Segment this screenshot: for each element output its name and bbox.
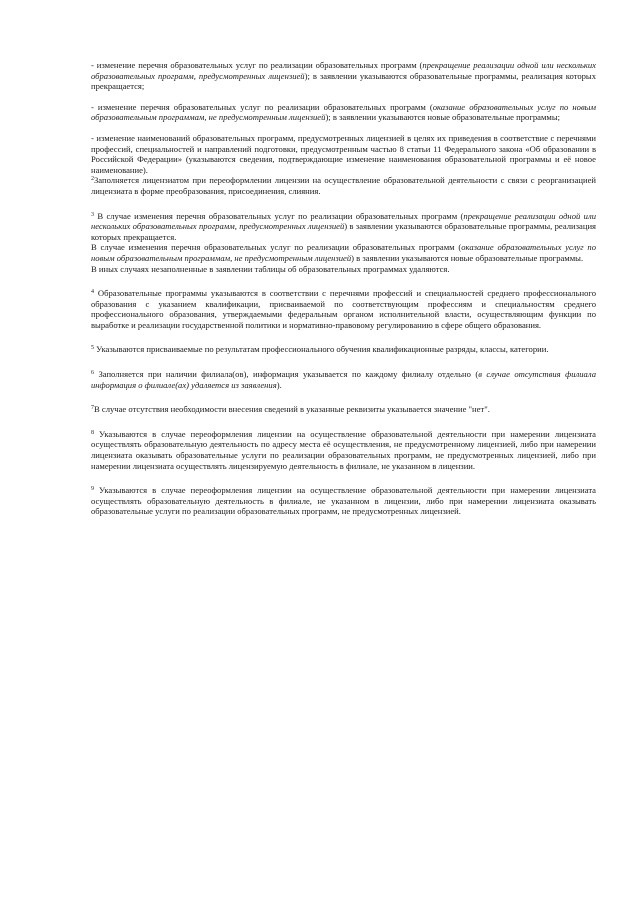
footnote-7 <box>91 404 596 415</box>
footnote-4 <box>91 288 596 330</box>
note1-item2-text: - изменение перечня образовательных услуг по реализации образовательных программ ( <box>91 101 433 112</box>
footnote-5-marker: 5 <box>91 345 94 352</box>
footnote-6 <box>91 369 596 390</box>
note1-item1 <box>91 60 596 92</box>
footnote-5-text: Указываются присваиваемые по результатам профессионального обучения квалификационные разряды, классы, категории. <box>94 344 549 355</box>
footnote-3-marker: 3 <box>91 211 94 218</box>
footnote-3-p2-end: ) в заявлении указываются новые образовательные программы. <box>351 252 584 263</box>
note1-item1-text: - изменение перечня образовательных услуг по реализации образовательных программ ( <box>91 60 423 70</box>
footnote-7-marker: 7 <box>91 405 94 412</box>
note1-item2-italic: оказание образовательных услуг по новым образовательным программам, не предусмотренным лицензией <box>91 101 596 123</box>
footnote-4-marker: 4 <box>91 289 94 296</box>
footnote-2 <box>91 175 596 196</box>
note1-item1-italic: прекращение реализации одной или нескольких образовательных программ, предусмотренных лицензией <box>91 60 596 81</box>
footnote-3-p1-text: В случае изменения перечня образовательных услуг по реализации образовательных программ ( <box>94 210 464 221</box>
footnote-3-p3: В иных случаях незаполненные в заявлении таблицы об образовательных программах удаляются. <box>91 263 450 274</box>
footnote-4-text: Образовательные программы указываются в соответствии с перечнями профессий и специальностей среднего профессионального образования с указанием квалификации, присваиваемой по соответствующим профессиям и специальностям среднего профессионального образования, утверждаемыми федеральным органом исполнительной власти, осуществляющим функции по выработке и реализации государственной политики и нормативно-правовому регулированию в сфере общего образования. <box>91 288 596 330</box>
footnote-3-p2 <box>91 242 596 263</box>
note1-item2-end: ); в заявлении указываются новые образовательные программы; <box>325 112 560 123</box>
footnote-3-p1-end: ) в заявлении указываются образовательные программы, реализация которых прекращается. <box>91 221 596 242</box>
footnote-2-marker: 2 <box>91 176 94 183</box>
footnote-3-p2-italic: оказание образовательных услуг по новым образовательным программам, не предусмотренным лицензией <box>91 242 597 263</box>
footnote-8-marker: 8 <box>91 429 94 436</box>
footnote-8 <box>91 429 596 471</box>
note1-item3: - изменение наименований образовательных программ, предусмотренных лицензией в целях их приведения в соответствие с перечнями профессий, специальностей и направлений подготовки, предусмотренным частью 8 статьи 11 Федерального закона «Об образовании в Российской Федерации» (указываются сведения, подтверждающие изменение наименования образовательной программы и её новое наименование). <box>91 132 596 175</box>
footnote-7-text: В случае отсутствия необходимости внесения сведений в указанные реквизиты указывается значение "нет". <box>94 404 490 415</box>
footnote-3-p1-italic: прекращение реализации одной или нескольких образовательных программ, предусмотренных лицензией <box>91 210 596 232</box>
footnotes-block <box>91 60 596 517</box>
footnote-6-end: ). <box>276 379 282 390</box>
footnote-6-marker: 6 <box>91 370 94 377</box>
footnote-8-text: Указываются в случае переоформления лицензии на осуществление образовательной деятельности при намерении лицензиата осуществлять образовательную деятельность по адресу места её осуществления, не предусмотренному лицензией, либо при намерении лицензиата оказывать образовательные услуги по реализации образовательных программ, не предусмотренных лицензией, либо при намерении лицензиата осуществлять лицензируемую деятельность в филиале, не указанном в лицензии. <box>91 428 596 471</box>
footnote-9-text: Указываются в случае переоформления лицензии на осуществление образовательной деятельности при намерении лицензиата осуществлять образовательную деятельность в филиале, не указанном в лицензии, либо при намерении лицензиата оказывать образовательные услуги по реализации образовательных программ, не предусмотренных лицензией. <box>91 485 596 517</box>
footnote-2-text: Заполняется лицензиатом при переоформлении лицензии на осуществление образовательной деятельности с связи с реорганизацией лицензиата в форме преобразования, присоединения, слияния. <box>91 175 596 196</box>
footnote-3-p2-text: В случае изменения перечня образовательных услуг по реализации образовательных программ ( <box>91 242 462 253</box>
footnote-9-marker: 9 <box>91 486 94 493</box>
footnote-5 <box>91 344 596 355</box>
note1-item1-end: ); в заявлении указываются образовательные программы, реализация которых прекращается; <box>91 70 596 92</box>
note1-item2 <box>91 102 596 123</box>
footnote-9 <box>91 485 596 517</box>
footnote-6-italic: в случае отсутствия филиала информация о филиале(ах) удаляется из заявления <box>91 369 596 390</box>
footnote-3-p1 <box>91 211 596 243</box>
footnote-6-text: Заполняется при наличии филиала(ов), информация указывается по каждому филиалу отдельно ( <box>94 369 479 380</box>
